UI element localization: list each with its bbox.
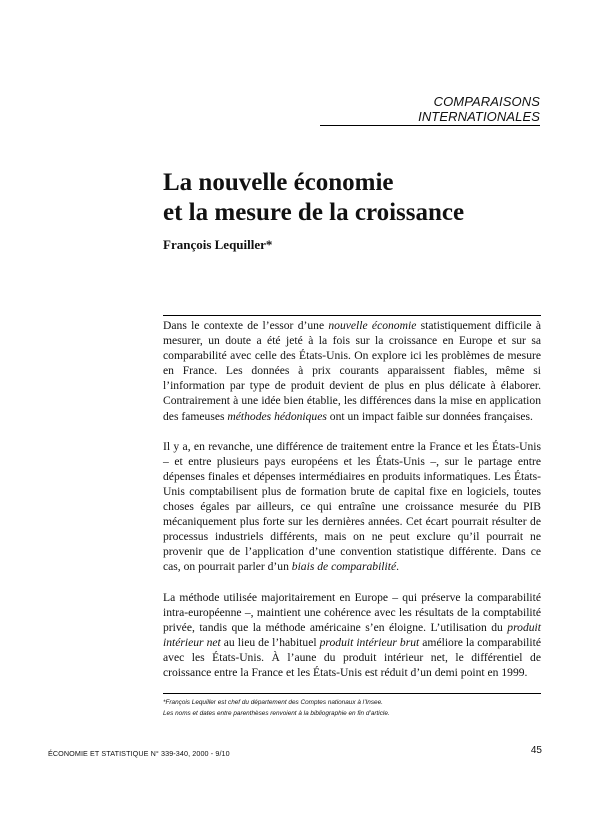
italic-term: biais de comparabilité (291, 560, 397, 574)
abstract-paragraph-3 (163, 590, 541, 681)
footnote-references: Les noms et dates entre parenthèses renvoient à la bibliographie en fin d’article. (163, 710, 390, 717)
text-run: . (396, 560, 400, 574)
italic-term: méthodes hédoniques (227, 409, 327, 423)
text-run: Dans le contexte de l’essor d’une (163, 319, 329, 332)
abstract-paragraph-1 (163, 318, 541, 424)
italic-term: nouvelle économie (328, 319, 417, 332)
abstract-top-rule (163, 315, 541, 316)
author-name: François Lequiller* (163, 237, 273, 252)
title-line-2: et la mesure de la croissance (163, 199, 465, 226)
footnotes (163, 697, 541, 719)
page-number: 45 (530, 745, 542, 756)
text-run: statistiquement difficile à mesurer, un doute a été jeté à la fois sur la croissance en Europe et sur sa comparabilité avec celle des États-Unis. On explore ici les problèmes de mesure en France. Les données à prix courants apparaissent fiables, même si l’information par type de produit devient de plus en plus délicate à élaborer. Contrairement à une idée bien établie, les différences dans la mise en application des fameuses (163, 319, 541, 423)
article-title (163, 168, 543, 228)
section-label: COMPARAISONS INTERNATIONALES (320, 94, 540, 126)
abstract-paragraph-2 (163, 439, 541, 575)
footnote-author: *François Lequiller est chef du département des Comptes nationaux à l’Insee. (163, 699, 383, 706)
text-run: Il y a, en revanche, une différence de traitement entre la France et les États-Unis – et entre plusieurs pays européens et les États-Unis –, sur le partage entre dépenses finales et dépenses intermédiaires en produits informatiques. Les États-Unis comptabilisent plus de formation brute de capital fixe en logiciels, toutes choses égales par ailleurs, ce qui entraîne une croissance mesurée du PIB mécaniquement plus forte sur les dernières années. Cet écart pourrait résulter de processus industriels différents, mais on ne peut exclure qu’il pourrait ne provenir que de l’application d’une convention statistique différente. Dans ce cas, on pourrait parler d’un (163, 439, 541, 574)
journal-footer: ÉCONOMIE ET STATISTIQUE N° 339-340, 2000 - 9/10 (48, 749, 230, 758)
text-run: ont un impact faible sur données françaises. (326, 409, 533, 423)
text-run: La méthode utilisée majoritairement en Europe – qui préserve la comparabilité intra-européenne –, maintient une cohérence avec les résultats de la comptabilité privée, tandis que la méthode américaine s’en éloigne. L’utilisation du (163, 590, 541, 634)
text-run: améliore la comparabilité avec les États-Unis. À l’aune du produit intérieur net, le différentiel de croissance entre la France et les États-Unis est réduit d’un demi point en 1999. (163, 635, 541, 679)
italic-term: produit intérieur net (163, 620, 541, 649)
text-run: au lieu de l’habituel (220, 635, 320, 649)
abstract (163, 318, 541, 695)
title-line-1: La nouvelle économie (163, 169, 394, 196)
italic-term: produit intérieur brut (319, 635, 420, 649)
footnote-rule (163, 693, 541, 694)
